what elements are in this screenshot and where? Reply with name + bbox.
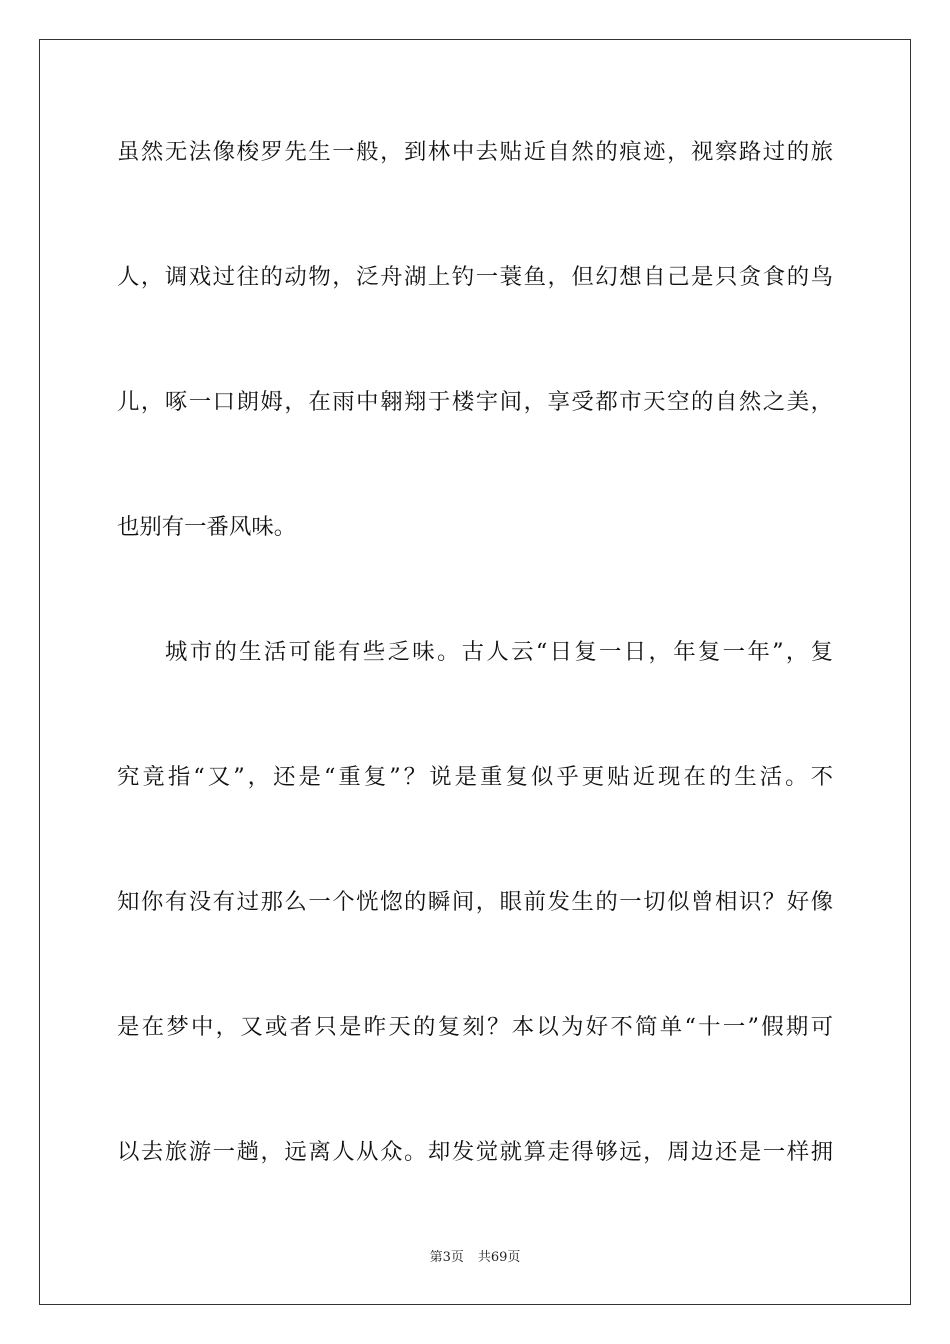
page-footer — [0, 1246, 950, 1265]
text-line: 是在梦中，又或者只是昨天的复刻？本以为好不简单“十一”假期可 — [117, 1014, 833, 1040]
paragraph-first-line: 城市的生活可能有些乏味。古人云“日复一日，年复一年”，复 — [165, 639, 833, 665]
text-line: 儿，啄一口朗姆，在雨中翱翔于楼宇间，享受都市天空的自然之美， — [117, 389, 833, 415]
page-number: 第3页 — [429, 1250, 464, 1265]
text-line: 究竟指“又”，还是“重复”？说是重复似乎更贴近现在的生活。不 — [117, 764, 833, 790]
page-total: 共69页 — [477, 1250, 521, 1265]
text-line: 知你有没有过那么一个恍惚的瞬间，眼前发生的一切似曾相识？好像 — [117, 889, 833, 915]
text-line: 以去旅游一趟，远离人从众。却发觉就算走得够远，周边还是一样拥 — [117, 1139, 833, 1165]
text-line: 也别有一番风味。 — [117, 514, 297, 540]
text-line: 人，调戏过往的动物，泛舟湖上钓一蓑鱼，但幻想自己是只贪食的鸟 — [117, 264, 833, 290]
page-frame — [39, 39, 911, 1305]
text-line: 虽然无法像梭罗先生一般，到林中去贴近自然的痕迹，视察路过的旅 — [117, 139, 833, 165]
